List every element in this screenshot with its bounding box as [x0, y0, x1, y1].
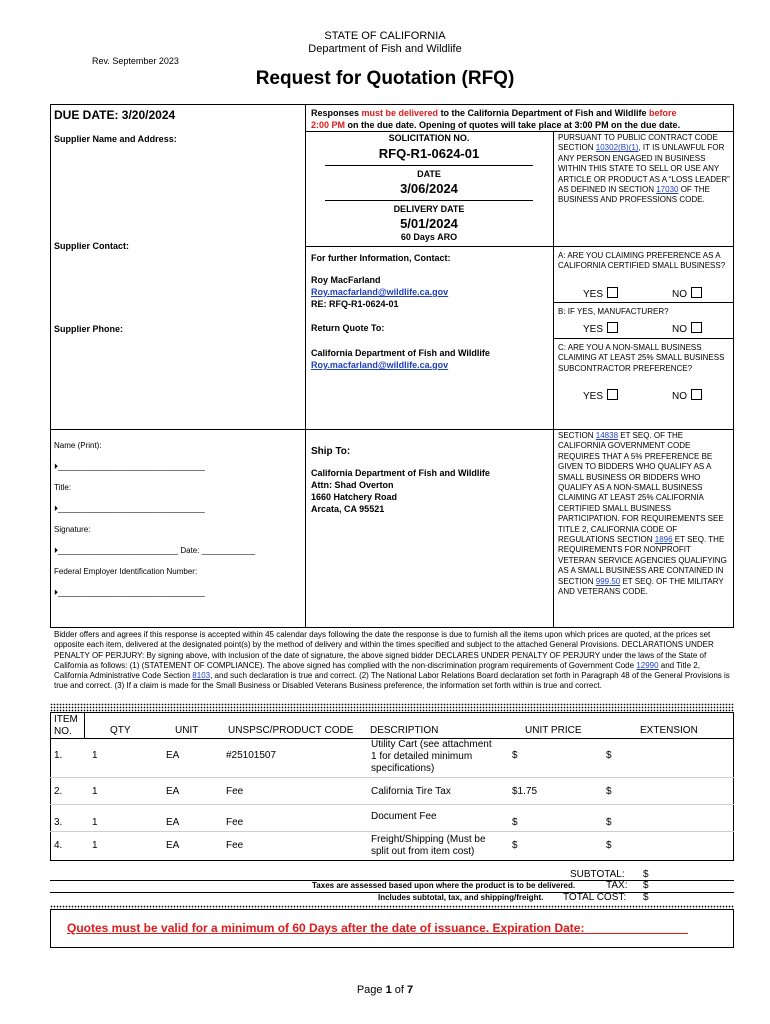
delivery-date-value: 5/01/2024 — [400, 216, 458, 231]
row-1-unit-price: $ — [512, 750, 518, 761]
ship-city: Arcata, CA 95521 — [311, 504, 385, 514]
checkbox-a-yes[interactable] — [607, 287, 618, 298]
ship-street: 1660 Hatchery Road — [311, 492, 398, 502]
tax-value: $ — [643, 880, 649, 891]
row-2-unit: EA — [166, 786, 180, 797]
fein-field[interactable]: ⏵_________________________________ — [54, 588, 205, 597]
solicitation-rule — [325, 165, 533, 166]
checkbox-c-no[interactable] — [691, 389, 702, 400]
revision-date: Rev. September 2023 — [92, 56, 179, 66]
supplier-contact-label: Supplier Contact: — [54, 241, 130, 251]
dotted-separator-top — [50, 703, 734, 712]
checkbox-a-no[interactable] — [691, 287, 702, 298]
divider-responses — [305, 131, 734, 132]
return-email-link[interactable]: Roy.macfarland@wildlife.ca.gov — [311, 360, 449, 370]
page-title: Request for Quotation (RFQ) — [255, 68, 515, 89]
header-description: DESCRIPTION — [370, 725, 439, 736]
header-unspsc: UNSPSC/PRODUCT CODE — [228, 725, 354, 736]
row-2-item: 2. — [54, 786, 63, 797]
row-1-code: #25101507 — [226, 750, 277, 761]
bidder-declaration: Bidder offers and agrees if this response is accepted within 45 calendar days following the date the response is due to furnish all the items upon which prices are quoted, at the prices set opposite each item, delivered at the designated point(s) by the method of delivery and within the times specified and subject to the attached General Provisions. DECLARATIONS UNDER PENALTY OF PERJURY: By signing above, with inclusion of the date of signature, the above signed bidder DECLARES UNDER PENALTY OF PERJURY under the laws of the State of California as follows: (1) (STATEMENT OF COMPLIANCE). The above signed has complied with the non-discrimination program requirements of Government Code 12990 and Title 2, California Administrative Code Section 8103, and such declaration is true and correct. (2) The National Labor Relations Board declaration set forth in Paragraph 48 of the General Provisions is true and correct. (3) If a claim is made for the Small Business or Disabled Veterans Business preference, the information set forth within is true and correct. — [54, 630, 730, 691]
name-print-label: Name (Print): — [54, 441, 102, 450]
row-4-description: Freight/Shipping (Must be split out from item cost) — [371, 834, 486, 857]
divider-left-signature — [50, 429, 305, 430]
checkbox-b-no[interactable] — [691, 322, 702, 333]
title-field[interactable]: ⏵_________________________________ — [54, 504, 205, 513]
code-link-17030[interactable]: 17030 — [656, 185, 679, 195]
subtotal-value: $ — [643, 869, 649, 880]
expiration-date-field[interactable]: _______________ — [587, 921, 688, 935]
code-link-14838[interactable]: 14838 — [595, 431, 619, 440]
signature-field[interactable]: ⏵___________________________ Date: ____________ — [54, 546, 256, 555]
ship-to-label: Ship To: — [311, 446, 351, 457]
code-link-999-50[interactable]: 999.50 — [595, 576, 621, 586]
row-3-code: Fee — [226, 817, 244, 828]
question-c-yes[interactable]: YES — [583, 389, 618, 402]
row-2-description: California Tire Tax — [371, 786, 451, 797]
row-2-code: Fee — [226, 786, 244, 797]
code-link-8103[interactable]: 8103 — [192, 671, 211, 681]
code-link-12990[interactable]: 12990 — [636, 660, 659, 670]
solicitation-number: RFQ-R1-0624-01 — [378, 146, 480, 161]
row-2-rule — [50, 804, 734, 805]
solicitation-label: SOLICITATION NO. — [388, 133, 470, 143]
responses-notice: Responses must be delivered to the California Department of Fish and Wildlife before 2:00 PM on the due date. Opening of quotes will take place at 3:00 PM on the due date. — [311, 108, 681, 130]
name-print-field[interactable]: ⏵_________________________________ — [54, 462, 205, 471]
contact-reference: RE: RFQ-R1-0624-01 — [311, 299, 399, 309]
small-business-notice: SECTION 14838 ET SEQ. OF THE CALIFORNIA GOVERNMENT CODE REQUIRES THAT A 5% PREFERENCE BE GIVEN TO BIDDERS WHO QUALIFY AS A SMALL BUSINESS OR BIDDERS WHO QUALIFY AS A NON-SMALL BUSINESS CLAIMING AT LEAST 25% CALIFORNIA CERTIFIED SMALL BUSINESS PARTICIPATION. FOR REQUIREMENTS SEE TITLE 2, CALIFORNIA CODE OF REGULATIONS SECTION 1896 ET SEQ. THE REQUIREMENTS FOR NONPROFIT VETERAN SERVICE AGENCIES QUALIFYING AS A SMALL BUSINESS ARE CONTAINED IN SECTION 999.50 ET SEQ. OF THE MILITARY AND VETERANS CODE. — [558, 431, 727, 597]
header-unit-price: UNIT PRICE — [525, 725, 582, 736]
row-4-code: Fee — [226, 840, 244, 851]
row-4-extension: $ — [606, 840, 612, 851]
header-qty: QTY — [110, 725, 131, 736]
code-link-1896[interactable]: 1896 — [654, 535, 673, 545]
pursuant-notice: PURSUANT TO PUBLIC CONTRACT CODE SECTION 10302(B)(1), IT IS UNLAWFUL FOR ANY PERSON ENGAGED IN BUSINESS WITHIN THIS STATE TO SELL OR USE ANY ARTICLE OR PRODUCT AS A “LOSS LEADER” AS DEFINED IN SECTION 17030 OF THE BUSINESS AND PROFESSIONS CODE. — [558, 133, 730, 205]
row-4-unit: EA — [166, 840, 180, 851]
ship-org: California Department of Fish and Wildlife — [311, 468, 490, 478]
question-c: C: ARE YOU A NON-SMALL BUSINESS CLAIMING AT LEAST 25% SMALL BUSINESS SUBCONTRACTOR PREFERENCE? — [558, 343, 725, 373]
return-quote-label: Return Quote To: — [311, 323, 385, 333]
row-2-extension: $ — [606, 786, 612, 797]
question-b-no[interactable]: NO — [672, 322, 702, 335]
question-b: B: IF YES, MANUFACTURER? — [558, 307, 669, 316]
delivery-date-label: DELIVERY DATE — [393, 204, 465, 214]
divider-right-a — [553, 246, 734, 247]
row-1-description: Utility Cart (see attachment 1 for detailed minimum specifications) — [371, 739, 492, 774]
row-3-unit-price: $ — [512, 817, 518, 828]
question-b-yes[interactable]: YES — [583, 322, 618, 335]
item-col-rule — [84, 712, 85, 738]
row-3-description: Document Fee — [371, 811, 437, 822]
row-2-unit-price: $1.75 — [512, 786, 538, 797]
title-label: Title: — [54, 483, 72, 492]
question-a-no[interactable]: NO — [672, 287, 702, 300]
row-1-extension: $ — [606, 750, 612, 761]
question-a: A: ARE YOU CLAIMING PREFERENCE AS A CALIFORNIA CERTIFIED SMALL BUSINESS? — [558, 251, 726, 271]
divider-middle-ship — [305, 429, 734, 430]
tax-note: Taxes are assessed based upon where the product is to be delivered. — [312, 881, 576, 890]
state-name: STATE OF CALIFORNIA — [324, 30, 446, 42]
return-org: California Department of Fish and Wildlife — [311, 348, 490, 358]
checkbox-b-yes[interactable] — [607, 322, 618, 333]
total-cost-value: $ — [643, 892, 649, 903]
total-note: Includes subtotal, tax, and shipping/freight. — [378, 893, 544, 902]
row-3-extension: $ — [606, 817, 612, 828]
row-1-rule — [50, 777, 734, 778]
supplier-phone-label: Supplier Phone: — [54, 324, 124, 334]
row-1-item: 1. — [54, 750, 63, 761]
checkbox-c-yes[interactable] — [607, 389, 618, 400]
header-item-no: ITEM NO. — [54, 714, 78, 737]
question-c-no[interactable]: NO — [672, 389, 702, 402]
department-name: Department of Fish and Wildlife — [308, 43, 462, 55]
row-4-unit-price: $ — [512, 840, 518, 851]
signature-label: Signature: — [54, 525, 91, 534]
divider-right-c — [553, 338, 734, 339]
row-4-qty: 1 — [92, 840, 98, 851]
validity-notice: Quotes must be valid for a minimum of 60 Days after the date of issuance. Expiration Date: _______________ — [67, 921, 688, 935]
row-4-item: 4. — [54, 840, 63, 851]
contact-email-link[interactable]: Roy.macfarland@wildlife.ca.gov — [311, 287, 449, 297]
date-value: 3/06/2024 — [400, 181, 458, 196]
further-info-label: For further Information, Contact: — [311, 253, 451, 263]
date-label: DATE — [417, 169, 441, 179]
delivery-aro: 60 Days ARO — [400, 232, 458, 242]
row-2-qty: 1 — [92, 786, 98, 797]
divider-right — [553, 131, 554, 628]
row-3-unit: EA — [166, 817, 180, 828]
header-unit: UNIT — [175, 725, 199, 736]
date-rule — [325, 200, 533, 201]
header-extension: EXTENSION — [640, 725, 698, 736]
row-3-rule — [50, 831, 734, 832]
contact-name: Roy MacFarland — [311, 275, 381, 285]
ship-attn: Attn: Shad Overton — [311, 480, 394, 490]
total-cost-label: TOTAL COST: — [563, 892, 627, 903]
tax-label: TAX: — [606, 880, 628, 891]
due-date: DUE DATE: 3/20/2024 — [54, 108, 176, 122]
row-3-qty: 1 — [92, 817, 98, 828]
supplier-name-address-label: Supplier Name and Address: — [54, 134, 177, 144]
question-a-yes[interactable]: YES — [583, 287, 618, 300]
subtotal-label: SUBTOTAL: — [570, 869, 625, 880]
row-3-item: 3. — [54, 817, 63, 828]
divider-right-b — [553, 302, 734, 303]
divider-left — [305, 104, 306, 628]
fein-label: Federal Employer Identification Number: — [54, 567, 198, 576]
page-number: Page 1 of 7 — [356, 984, 414, 996]
code-link-10302[interactable]: 10302(B)(1) — [595, 143, 639, 153]
row-1-unit: EA — [166, 750, 180, 761]
row-1-qty: 1 — [92, 750, 98, 761]
